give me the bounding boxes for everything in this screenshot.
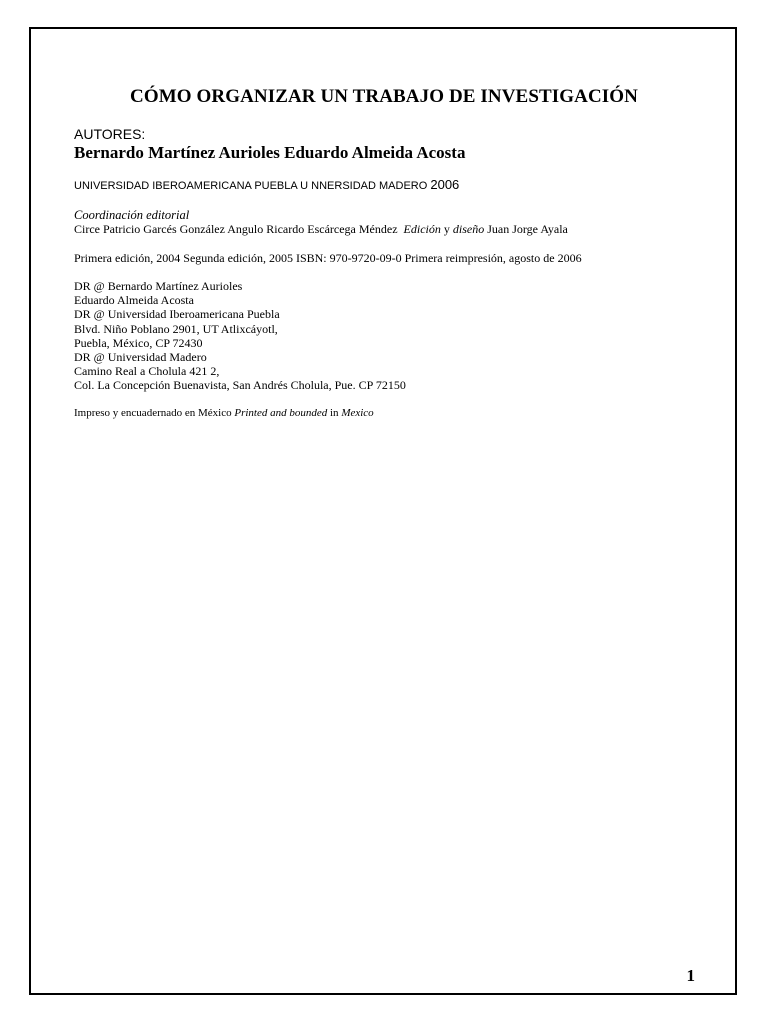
copyright-line: DR @ Universidad Madero: [74, 350, 207, 365]
printed-line: [74, 407, 374, 419]
copyright-line: Camino Real a Cholula 421 2,: [74, 364, 220, 379]
coordinators-names: Circe Patricio Garcés González Angulo Ricardo Escárcega Méndez: [74, 222, 398, 236]
authors-label: AUTORES:: [74, 126, 146, 142]
universities-names: UNIVERSIDAD IBEROAMERICANA PUEBLA U NNERSIDAD MADERO: [74, 180, 428, 192]
document-title: CÓMO ORGANIZAR UN TRABAJO DE INVESTIGACIÓN: [130, 86, 638, 107]
designer-name: Juan Jorge Ayala: [487, 222, 568, 236]
page-number: 1: [686, 966, 695, 985]
editions-line: Primera edición, 2004 Segunda edición, 2005 ISBN: 970-9720-09-0 Primera reimpresión, agosto de 2006: [74, 251, 582, 265]
copyright-line: Puebla, México, CP 72430: [74, 335, 203, 350]
copyright-block: [74, 279, 406, 393]
copyright-line: Col. La Concepción Buenavista, San Andrés Cholula, Pue. CP 72150: [74, 378, 406, 393]
credits-line: [74, 222, 568, 237]
copyright-line: Blvd. Niño Poblano 2901, UT Atlixcáyotl,: [74, 321, 278, 336]
universities-line: [74, 177, 459, 192]
conjunction: y: [443, 222, 450, 236]
printed-spanish: Impreso y encuadernado en México: [74, 407, 232, 419]
authors-names: Bernardo Martínez Aurioles Eduardo Almeida Acosta: [74, 143, 466, 162]
coordination-label: Coordinación editorial: [74, 208, 190, 222]
edition-label: Edición: [403, 222, 441, 236]
copyright-line: Eduardo Almeida Acosta: [74, 293, 194, 308]
copyright-line: DR @ Bernardo Martínez Aurioles: [74, 279, 243, 293]
printed-english: Printed and bounded: [234, 407, 328, 419]
printed-country: Mexico: [341, 407, 374, 419]
copyright-line: DR @ Universidad Iberoamericana Puebla: [74, 307, 280, 322]
universities-year: 2006: [430, 177, 460, 192]
design-label: diseño: [452, 222, 485, 236]
printed-in-word: in: [330, 407, 339, 419]
page-border: [29, 27, 737, 995]
